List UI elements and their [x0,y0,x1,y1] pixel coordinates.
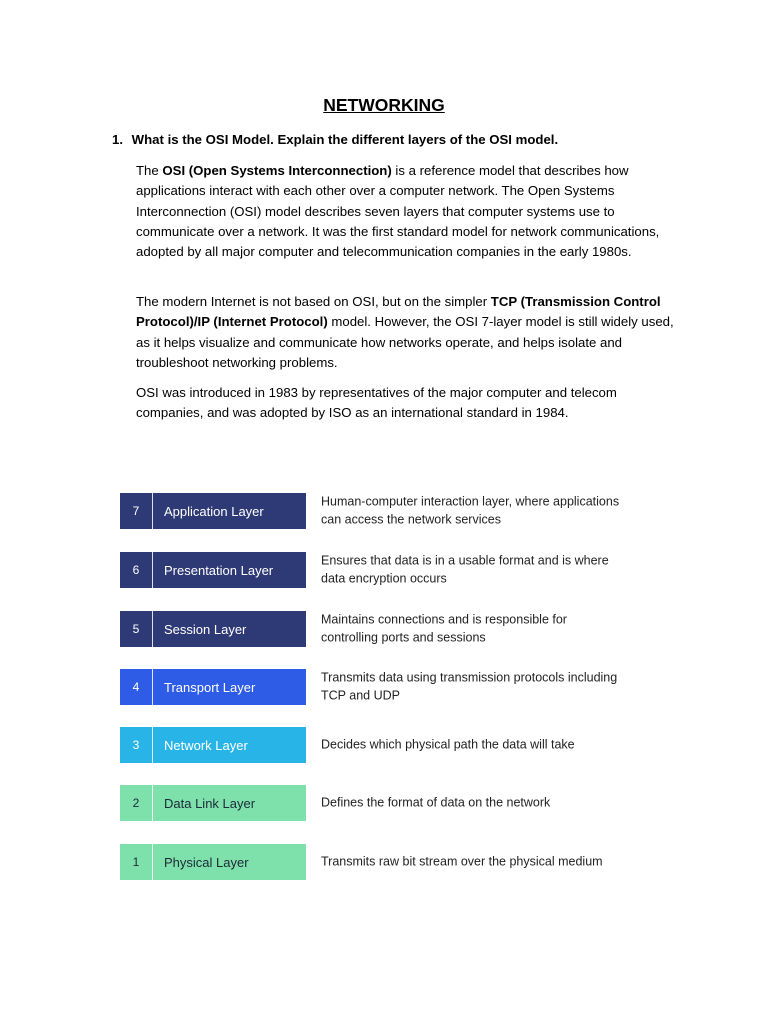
osi-layer-row-5 [120,611,640,647]
p1-text-1: The [136,163,163,178]
osi-layer-row-7 [120,493,640,529]
question-text: What is the OSI Model. Explain the different layers of the OSI model. [131,132,559,147]
osi-layer-number: 2 [120,785,153,821]
osi-layer-description: Human-computer interaction layer, where applications can access the network services [321,494,620,526]
osi-layer-name: Network Layer [164,737,248,753]
osi-layers-diagram [120,493,640,893]
osi-layer-name: Physical Layer [164,854,249,870]
osi-layer-row-3 [120,727,640,763]
osi-layer-name: Application Layer [164,503,264,519]
p2-bold-tcpip: TCP (Transmission Control Protocol)/IP (Internet Protocol) [136,294,661,330]
p2-text-1: The modern Internet is not based on OSI, but on the simpler [136,294,491,309]
osi-layer-description: Transmits data using transmission protocols including TCP and UDP [321,670,618,702]
osi-layer-box-1 [120,844,306,880]
paragraph-tcpip [136,292,676,373]
osi-layer-row-4 [120,669,640,705]
osi-layer-box-2 [120,785,306,821]
osi-layer-number: 5 [120,611,153,647]
osi-layer-number: 4 [120,669,153,705]
osi-layer-name: Session Layer [164,621,247,637]
osi-layer-row-1 [120,844,640,880]
osi-layer-number: 7 [120,493,153,529]
osi-layer-number: 6 [120,552,153,588]
p1-text-2: is a reference model that describes how applications interact with each other over a computer network. The Open Systems Interconnection (OSI) model describes seven layers that computer systems use to communicate over a network. It was the first standard model for network communications, adopted by all major computer and telecommunication companies in the early 1980s. [136,163,660,260]
osi-layer-number: 3 [120,727,153,763]
p1-bold-osi: OSI (Open Systems Interconnection) [162,163,392,178]
osi-layer-description: Transmits raw bit stream over the physical medium [321,854,603,869]
osi-layer-description: Ensures that data is in a usable format and is where data encryption occurs [321,553,609,585]
osi-layer-box-3 [120,727,306,763]
paragraph-osi-definition [136,161,676,262]
osi-layer-number: 1 [120,844,153,880]
osi-layer-description: Defines the format of data on the network [321,795,551,810]
osi-layer-description: Maintains connections and is responsible for controlling ports and sessions [321,612,567,644]
osi-layer-box-4 [120,669,306,705]
osi-layer-name: Presentation Layer [164,562,274,578]
osi-layer-box-5 [120,611,306,647]
question-number: 1. [112,132,123,147]
osi-layer-description: Decides which physical path the data will take [321,737,575,752]
osi-layer-box-6 [120,552,306,588]
osi-layer-row-6 [120,552,640,588]
p2-text-2: model. However, the OSI 7-layer model is still widely used, as it helps visualize and communicate how networks operate, and helps isolate and troubleshoot networking problems. [136,314,674,370]
paragraph-history: OSI was introduced in 1983 by representatives of the major computer and telecom companies, and was adopted by ISO as an international standard in 1984. [136,385,617,421]
osi-layer-row-2 [120,785,640,821]
osi-layer-name: Data Link Layer [164,795,256,811]
document-title: NETWORKING [323,95,445,115]
osi-layer-box-7 [120,493,306,529]
osi-layer-name: Transport Layer [164,679,256,695]
question-heading [112,132,558,147]
